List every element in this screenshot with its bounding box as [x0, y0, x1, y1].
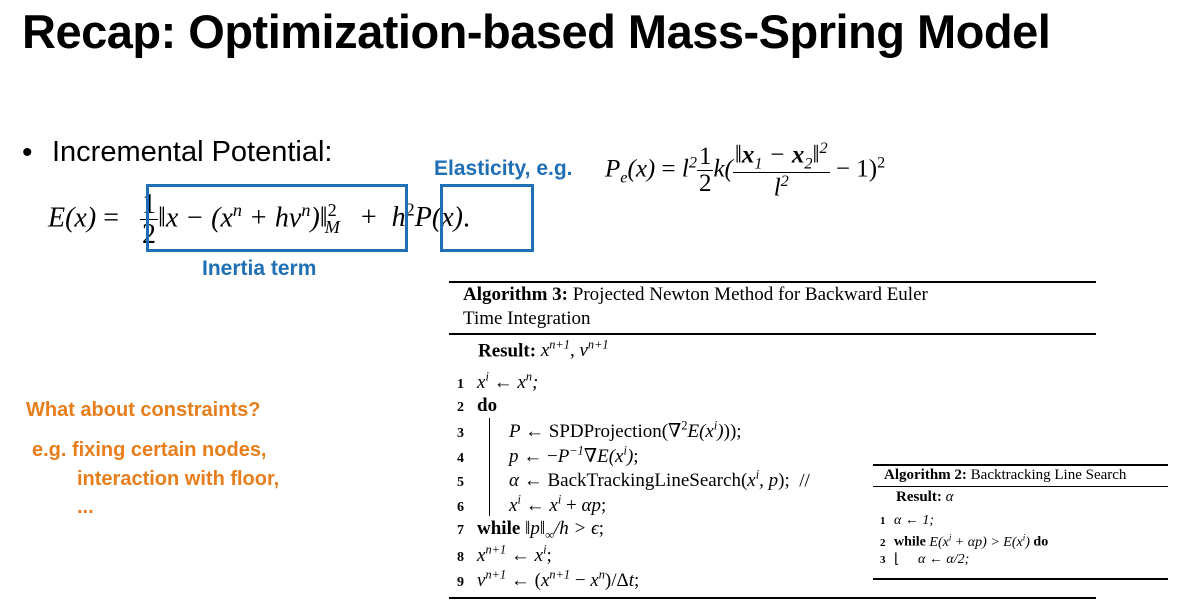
- inertia-label: Inertia term: [202, 257, 317, 280]
- slide-title: Recap: Optimization-based Mass-Spring Model: [22, 5, 1051, 58]
- algo3-top-rule: [449, 281, 1096, 283]
- algo2-top-rule: [873, 464, 1168, 466]
- constraints-example-2: interaction with floor,: [77, 468, 280, 490]
- algo3-line-1: 1 $x^i$ ← $x^n$;: [457, 370, 539, 394]
- algo2-line-1: 1 α ← 1;: [880, 513, 935, 528]
- elasticity-formula: $P_e(x) = l^2$ $\frac{1}{2}$ k( $\frac{‖x_1 - x_2‖^2}{l^2}$ − 1)$^2$: [605, 139, 886, 202]
- algo3-line-5: 5 α ← $BackTrackingLineSearch(x^i$, p); //: [457, 468, 810, 492]
- line-number: 9: [457, 575, 464, 591]
- algo3-caption-text: Projected Newton Method for Backward Euler: [572, 284, 928, 305]
- algo2-result-label: Result:: [896, 489, 942, 505]
- line-number: 1: [457, 377, 464, 393]
- algo3-bottom-rule: [449, 597, 1096, 599]
- energy-formula: E(x) = $\frac{1}{2}$ ‖x − ($x^n$ + $hv^n)‖^2_M + h^2P(x)$.: [48, 189, 470, 251]
- line-number: 8: [457, 550, 464, 566]
- line-number: 2: [457, 400, 464, 415]
- algo2-mid-rule: [873, 486, 1168, 487]
- algo3-line-8: 8 $x^{n+1}$ ← $x^i$;: [457, 543, 552, 567]
- comment-slash: //: [799, 470, 810, 492]
- constraints-example-1: e.g. fixing certain nodes,: [32, 439, 267, 461]
- line-number: 7: [457, 523, 464, 538]
- line-number: 4: [457, 451, 464, 467]
- algo2-caption-text: Backtracking Line Search: [970, 467, 1127, 483]
- constraints-ellipsis: ...: [77, 496, 94, 518]
- algo3-line-9: 9 $v^{n+1}$ ← $(x^{n+1} - x^n)/\Delta t$;: [457, 568, 640, 592]
- algo2-bottom-rule: [873, 578, 1168, 580]
- line-number: 1: [880, 515, 886, 527]
- inertia-term-box: [146, 184, 408, 252]
- algo2-result-line: Result: α: [896, 489, 954, 505]
- algo2-caption-label: Algorithm 2:: [884, 467, 967, 483]
- algo3-block-bar: [489, 418, 490, 516]
- spd-func: SPDProjection: [548, 421, 662, 443]
- algo3-mid-rule: [449, 333, 1096, 335]
- algo3-line-6: 6 $x^i$ ← $x^i + \alpha p$;: [457, 493, 607, 517]
- line-number: 3: [457, 426, 464, 442]
- constraints-question: What about constraints?: [26, 399, 261, 421]
- algo3-result-label: Result:: [478, 340, 537, 362]
- bullet-text: Incremental Potential:: [52, 136, 333, 168]
- algo3-caption-line2: Time Integration: [463, 308, 591, 329]
- algo3-line-7: 7 while $‖p‖_\infty/h > \epsilon$;: [457, 518, 605, 542]
- bt-func: BackTrackingLineSearch: [547, 470, 741, 492]
- algo2-caption: [884, 467, 1126, 484]
- algo3-line-2: [457, 395, 497, 417]
- line-number: 5: [457, 475, 464, 491]
- algo3-line-3: 3 P ← $SPDProjection(\nabla^2E(x^i))$);: [457, 419, 742, 443]
- do-keyword: do: [1033, 534, 1049, 550]
- elasticity-label: Elasticity, e.g.: [434, 157, 573, 180]
- line-number: 2: [880, 536, 886, 549]
- algo2-line-3: 3 ⌊ α ← α/2;: [880, 552, 970, 567]
- elasticity-term-box: [440, 184, 534, 252]
- algo3-line-4: 4 p ← $-P^{-1}\nabla E(x^i)$;: [457, 444, 639, 468]
- algo3-caption-line1: [463, 284, 928, 306]
- line-number: 6: [457, 500, 464, 516]
- algo3-caption-label: Algorithm 3:: [463, 284, 569, 305]
- algo3-result-line: Result: $x^{n+1}$, $v^{n+1}$: [478, 338, 609, 362]
- line-number: 3: [880, 554, 886, 566]
- while-keyword: while: [477, 518, 521, 539]
- bullet-icon: •: [22, 136, 33, 169]
- do-keyword: do: [477, 395, 498, 416]
- algo2-line-2: 2 while $E(x^i + \alpha p) > E(x^i)$ do: [880, 532, 1049, 550]
- while-keyword: while: [894, 534, 926, 550]
